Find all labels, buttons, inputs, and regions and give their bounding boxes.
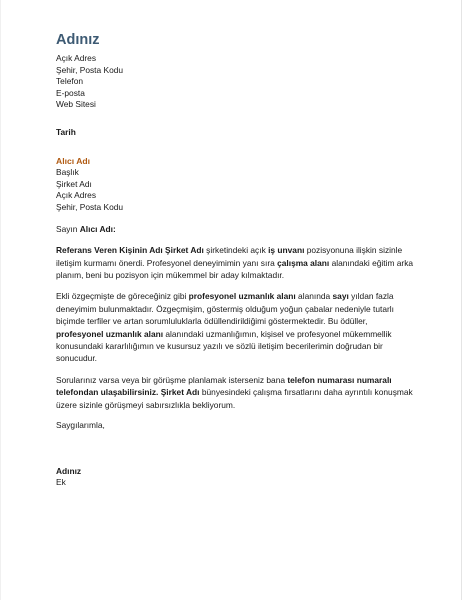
closing-line[interactable]: Saygılarımla,: [56, 420, 105, 430]
sender-website[interactable]: Web Sitesi: [56, 99, 96, 110]
body-paragraph-2[interactable]: [56, 290, 416, 364]
referrer-company-placeholder: Referans Veren Kişinin Adı Şirket Adı: [56, 245, 204, 256]
salutation-prefix: Sayın: [56, 223, 80, 234]
job-title-placeholder: iş unvanı: [268, 245, 305, 256]
paragraph-text: pozisyonuna ilişkin sizinle iletişim kurmamı önerdi. Profesyonel deneyimimin yanı sıra: [56, 245, 403, 268]
paragraph-text: Sorularınız varsa veya bir görüşme planlamak isterseniz bana: [56, 374, 288, 385]
salutation[interactable]: [56, 224, 416, 236]
recipient-address-block: [56, 167, 416, 213]
recipient-city-zip[interactable]: Şehir, Posta Kodu: [56, 201, 124, 212]
field-placeholder: çalışma alanı: [277, 257, 330, 268]
paragraph-text: Ekli özgeçmişte de göreceğiniz gibi: [56, 291, 189, 302]
body-paragraph-3[interactable]: [56, 374, 416, 411]
recipient-company[interactable]: Şirket Adı: [56, 178, 92, 189]
paragraph-text: alanında: [295, 291, 333, 302]
body-paragraph-1[interactable]: [56, 244, 416, 281]
salutation-recipient: Alıcı Adı:: [79, 223, 116, 234]
sender-street[interactable]: Açık Adres: [56, 53, 97, 63]
recipient-street[interactable]: Açık Adres: [56, 190, 97, 201]
paragraph-text: şirketindeki açık: [203, 245, 269, 256]
letter-date[interactable]: Tarih: [56, 126, 76, 137]
sender-address-block: [56, 53, 416, 111]
sender-name[interactable]: Adınız: [56, 32, 100, 48]
sender-email[interactable]: E-posta: [56, 87, 85, 98]
years-placeholder: sayı: [332, 291, 349, 302]
paragraph-text: alanındaki eğitim arka planım, beni bu pozisyon için mükemmel bir aday kılmaktadır.: [56, 257, 414, 280]
paragraph-text: yıldan fazla deneyimim bulunmaktadır. Özgeçmişim, göstermiş olduğum yoğun çabalar nedeniyle tutarlı biçimde terfiler ve artan sorumluluklarla ödüllendirildiğimi göstermektedir. Bu ödüller,: [56, 291, 394, 327]
signature-name[interactable]: Adınız: [56, 465, 82, 476]
company-placeholder: Şirket Adı: [160, 387, 200, 398]
enclosure-label[interactable]: Ek: [56, 477, 66, 488]
expertise-placeholder: profesyonel uzmanlık alanı: [56, 328, 164, 339]
recipient-title[interactable]: Başlık: [56, 167, 79, 178]
expertise-placeholder: profesyonel uzmanlık alanı: [188, 291, 296, 302]
letter-body: [56, 31, 416, 489]
paragraph-text: bünyesindeki çalışma fırsatlarını daha ayrıntılı konuşmak üzere sizinle görüşmeyi sabırsızlıkla bekliyorum.: [56, 387, 413, 410]
sender-phone[interactable]: Telefon: [56, 76, 84, 87]
phone-placeholder: telefon numarası numaralı telefondan ulaşabilirsiniz.: [56, 374, 392, 398]
recipient-name[interactable]: Alıcı Adı: [56, 155, 91, 166]
paragraph-text: alanındaki uzmanlığımın, kişisel ve profesyonel mükemmellik konusundaki kararlılığımın ve kusursuz yazılı ve sözlü iletişim becerilerimin doğrudan bir sonucudur.: [56, 328, 392, 364]
sender-city-zip[interactable]: Şehir, Posta Kodu: [56, 64, 124, 75]
